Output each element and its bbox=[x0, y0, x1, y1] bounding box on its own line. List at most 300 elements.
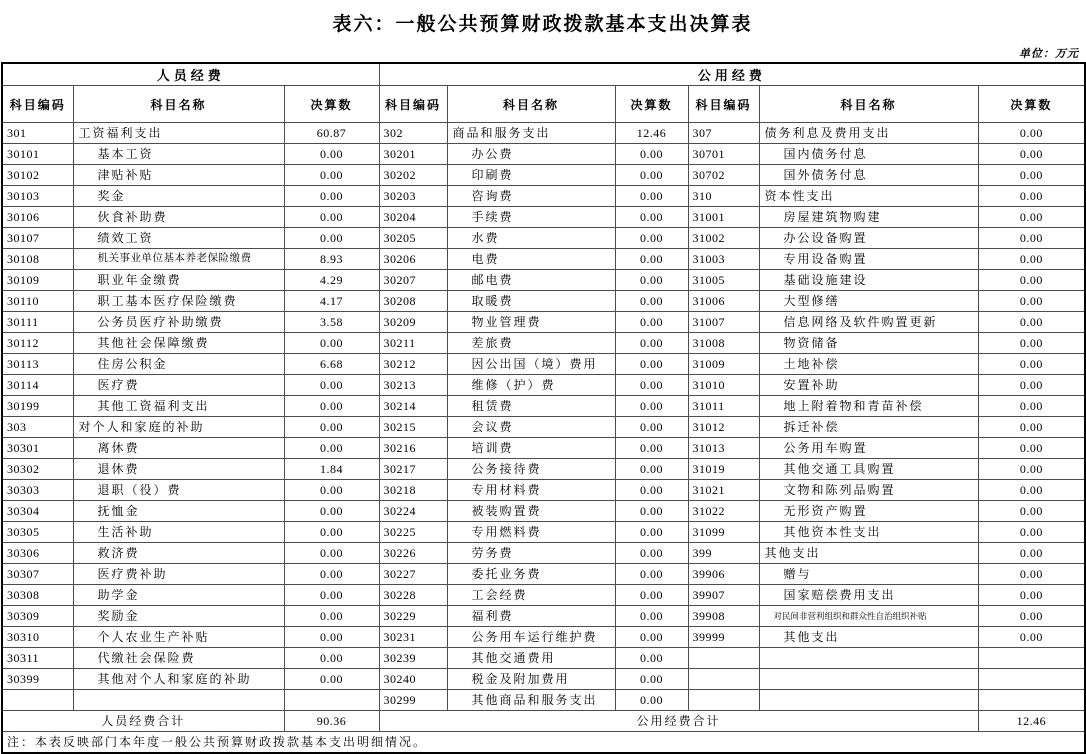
subject-name-cell: 电费 bbox=[447, 249, 615, 270]
table-row bbox=[2, 354, 1085, 375]
subject-code-cell: 30205 bbox=[379, 228, 447, 249]
value-cell: 0.00 bbox=[284, 186, 379, 207]
subject-code-cell: 30225 bbox=[379, 522, 447, 543]
subject-code-cell: 30207 bbox=[379, 270, 447, 291]
subject-code-cell: 31011 bbox=[688, 396, 759, 417]
subject-name-cell: 公务接待费 bbox=[447, 459, 615, 480]
subject-code-cell: 31009 bbox=[688, 354, 759, 375]
subject-name-cell: 医疗费补助 bbox=[73, 564, 284, 585]
table-row bbox=[2, 648, 1085, 669]
value-cell: 0.00 bbox=[284, 375, 379, 396]
subject-name-cell: 离休费 bbox=[73, 438, 284, 459]
value-cell: 0.00 bbox=[615, 165, 688, 186]
value-cell: 0.00 bbox=[615, 333, 688, 354]
value-cell: 0.00 bbox=[978, 480, 1085, 501]
subject-code-cell: 30228 bbox=[379, 585, 447, 606]
value-cell: 0.00 bbox=[284, 144, 379, 165]
subject-name-cell: 医疗费 bbox=[73, 375, 284, 396]
subject-code-cell: 31021 bbox=[688, 480, 759, 501]
col-header-subject-name: 科目名称 bbox=[73, 86, 284, 123]
subject-code-cell: 30227 bbox=[379, 564, 447, 585]
subject-code-cell: 30310 bbox=[2, 627, 73, 648]
value-cell: 0.00 bbox=[615, 249, 688, 270]
subject-name-cell bbox=[73, 690, 284, 711]
value-cell: 1.84 bbox=[284, 459, 379, 480]
value-cell: 0.00 bbox=[978, 207, 1085, 228]
subject-code-cell bbox=[688, 690, 759, 711]
subject-name-cell: 差旅费 bbox=[447, 333, 615, 354]
subject-code-cell: 31002 bbox=[688, 228, 759, 249]
subject-name-cell: 无形资产购置 bbox=[759, 501, 978, 522]
unit-label: 单位：万元 bbox=[1019, 48, 1079, 60]
subject-name-cell: 咨询费 bbox=[447, 186, 615, 207]
subject-code-cell: 30701 bbox=[688, 144, 759, 165]
subject-name-cell: 委托业务费 bbox=[447, 564, 615, 585]
table-row bbox=[2, 333, 1085, 354]
value-cell: 0.00 bbox=[615, 354, 688, 375]
subject-name-cell: 其他支出 bbox=[759, 543, 978, 564]
value-cell: 0.00 bbox=[978, 186, 1085, 207]
group-header-personnel: 人员经费 bbox=[2, 63, 379, 86]
subject-code-cell: 30311 bbox=[2, 648, 73, 669]
subject-name-cell: 其他交通费用 bbox=[447, 648, 615, 669]
value-cell: 3.58 bbox=[284, 312, 379, 333]
value-cell: 0.00 bbox=[615, 585, 688, 606]
personnel-total-label: 人员经费合计 bbox=[2, 711, 284, 732]
subject-name-cell: 奖励金 bbox=[73, 606, 284, 627]
subject-code-cell: 30106 bbox=[2, 207, 73, 228]
table-row bbox=[2, 501, 1085, 522]
table-foot bbox=[2, 711, 1085, 754]
subject-code-cell: 30114 bbox=[2, 375, 73, 396]
subject-code-cell: 30113 bbox=[2, 354, 73, 375]
table-row bbox=[2, 438, 1085, 459]
value-cell: 0.00 bbox=[284, 438, 379, 459]
subject-code-cell: 30239 bbox=[379, 648, 447, 669]
value-cell: 0.00 bbox=[978, 396, 1085, 417]
subject-name-cell: 国内债务付息 bbox=[759, 144, 978, 165]
subject-code-cell: 30209 bbox=[379, 312, 447, 333]
subject-code-cell: 30211 bbox=[379, 333, 447, 354]
subject-code-cell: 30218 bbox=[379, 480, 447, 501]
subject-code-cell: 30102 bbox=[2, 165, 73, 186]
subject-code-cell: 39907 bbox=[688, 585, 759, 606]
subject-name-cell: 办公设备购置 bbox=[759, 228, 978, 249]
subject-name-cell: 培训费 bbox=[447, 438, 615, 459]
subject-code-cell bbox=[688, 669, 759, 690]
subject-name-cell: 劳务费 bbox=[447, 543, 615, 564]
note-row bbox=[2, 732, 1085, 754]
value-cell bbox=[978, 669, 1085, 690]
subject-code-cell: 30231 bbox=[379, 627, 447, 648]
group-header-row bbox=[2, 63, 1085, 86]
col-header-final-amount: 决算数 bbox=[978, 86, 1085, 123]
value-cell: 8.93 bbox=[284, 249, 379, 270]
subject-name-cell: 奖金 bbox=[73, 186, 284, 207]
subject-code-cell: 31003 bbox=[688, 249, 759, 270]
subject-name-cell: 被装购置费 bbox=[447, 501, 615, 522]
subject-name-cell: 伙食补助费 bbox=[73, 207, 284, 228]
subject-name-cell: 助学金 bbox=[73, 585, 284, 606]
value-cell: 0.00 bbox=[978, 417, 1085, 438]
table-row bbox=[2, 459, 1085, 480]
subject-code-cell: 30203 bbox=[379, 186, 447, 207]
subject-name-cell: 国外债务付息 bbox=[759, 165, 978, 186]
value-cell: 0.00 bbox=[978, 354, 1085, 375]
value-cell: 0.00 bbox=[615, 375, 688, 396]
value-cell: 0.00 bbox=[615, 522, 688, 543]
value-cell: 0.00 bbox=[615, 627, 688, 648]
value-cell: 0.00 bbox=[978, 375, 1085, 396]
table-row bbox=[2, 291, 1085, 312]
subject-name-cell: 因公出国（境）费用 bbox=[447, 354, 615, 375]
value-cell: 0.00 bbox=[284, 648, 379, 669]
subject-code-cell: 30109 bbox=[2, 270, 73, 291]
subject-name-cell: 资本性支出 bbox=[759, 186, 978, 207]
subject-name-cell: 职工基本医疗保险缴费 bbox=[73, 291, 284, 312]
subject-code-cell: 30240 bbox=[379, 669, 447, 690]
value-cell: 0.00 bbox=[978, 627, 1085, 648]
subject-code-cell: 30308 bbox=[2, 585, 73, 606]
table-row bbox=[2, 270, 1085, 291]
value-cell: 0.00 bbox=[978, 312, 1085, 333]
subject-name-cell: 其他社会保障缴费 bbox=[73, 333, 284, 354]
subject-name-cell: 拆迁补偿 bbox=[759, 417, 978, 438]
subject-code-cell: 30299 bbox=[379, 690, 447, 711]
value-cell: 0.00 bbox=[615, 690, 688, 711]
subject-name-cell: 办公费 bbox=[447, 144, 615, 165]
value-cell: 0.00 bbox=[978, 165, 1085, 186]
subject-code-cell: 39999 bbox=[688, 627, 759, 648]
value-cell: 0.00 bbox=[615, 564, 688, 585]
value-cell: 4.17 bbox=[284, 291, 379, 312]
subject-name-cell: 其他商品和服务支出 bbox=[447, 690, 615, 711]
subject-code-cell: 30307 bbox=[2, 564, 73, 585]
value-cell: 0.00 bbox=[615, 291, 688, 312]
subject-name-cell: 工资福利支出 bbox=[73, 123, 284, 144]
subject-code-cell: 30226 bbox=[379, 543, 447, 564]
subject-name-cell bbox=[759, 690, 978, 711]
subject-name-cell: 退职（役）费 bbox=[73, 480, 284, 501]
subject-code-cell: 31005 bbox=[688, 270, 759, 291]
value-cell: 0.00 bbox=[284, 627, 379, 648]
value-cell: 60.87 bbox=[284, 123, 379, 144]
value-cell: 0.00 bbox=[615, 396, 688, 417]
value-cell: 0.00 bbox=[284, 333, 379, 354]
subject-name-cell: 其他资本性支出 bbox=[759, 522, 978, 543]
subject-name-cell: 商品和服务支出 bbox=[447, 123, 615, 144]
table-row bbox=[2, 669, 1085, 690]
value-cell: 0.00 bbox=[978, 291, 1085, 312]
value-cell: 0.00 bbox=[284, 522, 379, 543]
subject-code-cell: 30301 bbox=[2, 438, 73, 459]
subject-name-cell: 租赁费 bbox=[447, 396, 615, 417]
subject-code-cell: 30202 bbox=[379, 165, 447, 186]
subject-code-cell: 30229 bbox=[379, 606, 447, 627]
value-cell: 0.00 bbox=[284, 207, 379, 228]
subject-code-cell: 30702 bbox=[688, 165, 759, 186]
value-cell: 0.00 bbox=[978, 606, 1085, 627]
table-row bbox=[2, 543, 1085, 564]
subject-name-cell: 专用燃料费 bbox=[447, 522, 615, 543]
subject-code-cell: 301 bbox=[2, 123, 73, 144]
value-cell: 0.00 bbox=[978, 459, 1085, 480]
subject-name-cell: 国家赔偿费用支出 bbox=[759, 585, 978, 606]
subject-name-cell: 物资储备 bbox=[759, 333, 978, 354]
value-cell: 4.29 bbox=[284, 270, 379, 291]
table-row bbox=[2, 627, 1085, 648]
col-header-subject-name: 科目名称 bbox=[759, 86, 978, 123]
value-cell: 0.00 bbox=[284, 480, 379, 501]
subject-name-cell: 机关事业单位基本养老保险缴费 bbox=[73, 249, 284, 270]
subject-code-cell bbox=[2, 690, 73, 711]
subject-name-cell: 其他工资福利支出 bbox=[73, 396, 284, 417]
subject-code-cell: 30304 bbox=[2, 501, 73, 522]
table-row bbox=[2, 249, 1085, 270]
subject-code-cell: 31007 bbox=[688, 312, 759, 333]
col-header-final-amount: 决算数 bbox=[284, 86, 379, 123]
subject-name-cell: 手续费 bbox=[447, 207, 615, 228]
subject-name-cell: 印刷费 bbox=[447, 165, 615, 186]
col-header-final-amount: 决算数 bbox=[615, 86, 688, 123]
subject-code-cell: 30108 bbox=[2, 249, 73, 270]
subject-name-cell: 个人农业生产补贴 bbox=[73, 627, 284, 648]
table-row bbox=[2, 480, 1085, 501]
personnel-total-value: 90.36 bbox=[284, 711, 379, 732]
value-cell: 0.00 bbox=[284, 417, 379, 438]
subject-name-cell: 大型修缮 bbox=[759, 291, 978, 312]
subject-name-cell: 土地补偿 bbox=[759, 354, 978, 375]
subject-name-cell bbox=[759, 669, 978, 690]
subject-code-cell: 30213 bbox=[379, 375, 447, 396]
subject-code-cell: 30303 bbox=[2, 480, 73, 501]
subject-code-cell: 30111 bbox=[2, 312, 73, 333]
col-header-subject-code: 科目编码 bbox=[379, 86, 447, 123]
value-cell: 0.00 bbox=[284, 543, 379, 564]
subject-name-cell: 地上附着物和青苗补偿 bbox=[759, 396, 978, 417]
value-cell: 0.00 bbox=[978, 522, 1085, 543]
subject-code-cell: 30204 bbox=[379, 207, 447, 228]
table-row bbox=[2, 606, 1085, 627]
table-row bbox=[2, 564, 1085, 585]
value-cell bbox=[978, 690, 1085, 711]
value-cell: 0.00 bbox=[978, 564, 1085, 585]
table-row bbox=[2, 522, 1085, 543]
subject-name-cell: 住房公积金 bbox=[73, 354, 284, 375]
subject-name-cell: 福利费 bbox=[447, 606, 615, 627]
table-row bbox=[2, 165, 1085, 186]
subject-name-cell: 其他支出 bbox=[759, 627, 978, 648]
subject-name-cell: 代缴社会保险费 bbox=[73, 648, 284, 669]
subject-code-cell: 31001 bbox=[688, 207, 759, 228]
value-cell: 0.00 bbox=[978, 501, 1085, 522]
expenditure-table bbox=[1, 62, 1086, 754]
subject-name-cell: 其他对个人和家庭的补助 bbox=[73, 669, 284, 690]
subject-code-cell: 30199 bbox=[2, 396, 73, 417]
value-cell: 12.46 bbox=[615, 123, 688, 144]
value-cell: 0.00 bbox=[615, 438, 688, 459]
subject-code-cell: 30224 bbox=[379, 501, 447, 522]
subject-name-cell: 赠与 bbox=[759, 564, 978, 585]
column-header-row bbox=[2, 86, 1085, 123]
value-cell: 0.00 bbox=[615, 144, 688, 165]
subject-code-cell: 30214 bbox=[379, 396, 447, 417]
subject-name-cell: 职业年金缴费 bbox=[73, 270, 284, 291]
subject-code-cell: 31022 bbox=[688, 501, 759, 522]
subject-name-cell: 维修（护）费 bbox=[447, 375, 615, 396]
subject-code-cell: 30208 bbox=[379, 291, 447, 312]
subject-name-cell: 物业管理费 bbox=[447, 312, 615, 333]
table-row bbox=[2, 585, 1085, 606]
value-cell: 6.68 bbox=[284, 354, 379, 375]
totals-row bbox=[2, 711, 1085, 732]
subject-code-cell bbox=[688, 648, 759, 669]
value-cell: 0.00 bbox=[284, 606, 379, 627]
subject-code-cell: 31010 bbox=[688, 375, 759, 396]
value-cell: 0.00 bbox=[978, 270, 1085, 291]
subject-code-cell: 302 bbox=[379, 123, 447, 144]
value-cell: 0.00 bbox=[615, 270, 688, 291]
value-cell: 0.00 bbox=[615, 228, 688, 249]
subject-name-cell: 公务员医疗补助缴费 bbox=[73, 312, 284, 333]
table-row bbox=[2, 228, 1085, 249]
col-header-subject-code: 科目编码 bbox=[2, 86, 73, 123]
subject-name-cell: 对民间非营利组织和群众性自治组织补贴 bbox=[759, 606, 978, 627]
value-cell: 0.00 bbox=[978, 543, 1085, 564]
table-row bbox=[2, 417, 1085, 438]
subject-name-cell: 生活补助 bbox=[73, 522, 284, 543]
table-row bbox=[2, 144, 1085, 165]
subject-name-cell: 救济费 bbox=[73, 543, 284, 564]
value-cell: 0.00 bbox=[284, 585, 379, 606]
col-header-subject-name: 科目名称 bbox=[447, 86, 615, 123]
subject-name-cell: 邮电费 bbox=[447, 270, 615, 291]
subject-name-cell: 公务用车运行维护费 bbox=[447, 627, 615, 648]
subject-code-cell: 31099 bbox=[688, 522, 759, 543]
table-note: 注：本表反映部门本年度一般公共预算财政拨款基本支出明细情况。 bbox=[2, 732, 1085, 754]
value-cell: 0.00 bbox=[615, 186, 688, 207]
subject-name-cell: 水费 bbox=[447, 228, 615, 249]
subject-code-cell: 30110 bbox=[2, 291, 73, 312]
subject-code-cell: 39908 bbox=[688, 606, 759, 627]
value-cell: 0.00 bbox=[978, 585, 1085, 606]
value-cell: 0.00 bbox=[615, 543, 688, 564]
table-row bbox=[2, 186, 1085, 207]
value-cell: 0.00 bbox=[284, 228, 379, 249]
page-title: 表六：一般公共预算财政拨款基本支出决算表 bbox=[332, 14, 753, 35]
value-cell: 0.00 bbox=[615, 480, 688, 501]
subject-code-cell: 30103 bbox=[2, 186, 73, 207]
table-row bbox=[2, 123, 1085, 144]
value-cell: 0.00 bbox=[284, 564, 379, 585]
table-row bbox=[2, 312, 1085, 333]
value-cell: 0.00 bbox=[978, 249, 1085, 270]
col-header-subject-code: 科目编码 bbox=[688, 86, 759, 123]
subject-name-cell: 津贴补贴 bbox=[73, 165, 284, 186]
subject-name-cell: 会议费 bbox=[447, 417, 615, 438]
value-cell: 0.00 bbox=[615, 669, 688, 690]
subject-code-cell: 30306 bbox=[2, 543, 73, 564]
value-cell: 0.00 bbox=[615, 501, 688, 522]
value-cell bbox=[284, 690, 379, 711]
table-row bbox=[2, 375, 1085, 396]
group-header-public: 公用经费 bbox=[379, 63, 1085, 86]
subject-code-cell: 30215 bbox=[379, 417, 447, 438]
subject-code-cell: 30112 bbox=[2, 333, 73, 354]
subject-code-cell: 30305 bbox=[2, 522, 73, 543]
value-cell: 0.00 bbox=[978, 228, 1085, 249]
subject-code-cell: 30212 bbox=[379, 354, 447, 375]
public-total-value: 12.46 bbox=[978, 711, 1085, 732]
value-cell: 0.00 bbox=[978, 333, 1085, 354]
subject-code-cell: 30217 bbox=[379, 459, 447, 480]
subject-code-cell: 310 bbox=[688, 186, 759, 207]
subject-name-cell: 专用设备购置 bbox=[759, 249, 978, 270]
public-total-label: 公用经费合计 bbox=[379, 711, 978, 732]
value-cell: 0.00 bbox=[284, 165, 379, 186]
subject-code-cell: 30309 bbox=[2, 606, 73, 627]
subject-name-cell: 文物和陈列品购置 bbox=[759, 480, 978, 501]
subject-code-cell: 39906 bbox=[688, 564, 759, 585]
subject-code-cell: 303 bbox=[2, 417, 73, 438]
subject-code-cell: 31006 bbox=[688, 291, 759, 312]
subject-name-cell: 安置补助 bbox=[759, 375, 978, 396]
subject-code-cell: 307 bbox=[688, 123, 759, 144]
subject-name-cell: 基本工资 bbox=[73, 144, 284, 165]
value-cell: 0.00 bbox=[615, 417, 688, 438]
subject-name-cell: 房屋建筑物购建 bbox=[759, 207, 978, 228]
subject-code-cell: 30201 bbox=[379, 144, 447, 165]
value-cell: 0.00 bbox=[615, 207, 688, 228]
subject-name-cell: 税金及附加费用 bbox=[447, 669, 615, 690]
subject-name-cell: 对个人和家庭的补助 bbox=[73, 417, 284, 438]
value-cell: 0.00 bbox=[615, 459, 688, 480]
subject-name-cell: 公务用车购置 bbox=[759, 438, 978, 459]
value-cell: 0.00 bbox=[978, 144, 1085, 165]
table-row bbox=[2, 690, 1085, 711]
value-cell: 0.00 bbox=[284, 501, 379, 522]
value-cell: 0.00 bbox=[284, 396, 379, 417]
subject-name-cell: 退休费 bbox=[73, 459, 284, 480]
subject-name-cell: 债务利息及费用支出 bbox=[759, 123, 978, 144]
value-cell: 0.00 bbox=[615, 606, 688, 627]
value-cell: 0.00 bbox=[284, 669, 379, 690]
subject-code-cell: 31012 bbox=[688, 417, 759, 438]
value-cell bbox=[978, 648, 1085, 669]
subject-code-cell: 30216 bbox=[379, 438, 447, 459]
subject-code-cell: 30107 bbox=[2, 228, 73, 249]
value-cell: 0.00 bbox=[978, 438, 1085, 459]
subject-code-cell: 30101 bbox=[2, 144, 73, 165]
subject-code-cell: 30399 bbox=[2, 669, 73, 690]
table-head bbox=[2, 63, 1085, 123]
subject-code-cell: 31019 bbox=[688, 459, 759, 480]
subject-name-cell bbox=[759, 648, 978, 669]
subject-name-cell: 信息网络及软件购置更新 bbox=[759, 312, 978, 333]
table-row bbox=[2, 207, 1085, 228]
subject-name-cell: 专用材料费 bbox=[447, 480, 615, 501]
subject-code-cell: 30302 bbox=[2, 459, 73, 480]
subject-name-cell: 工会经费 bbox=[447, 585, 615, 606]
subject-code-cell: 31013 bbox=[688, 438, 759, 459]
value-cell: 0.00 bbox=[615, 648, 688, 669]
table-row bbox=[2, 396, 1085, 417]
table-body bbox=[2, 123, 1085, 711]
value-cell: 0.00 bbox=[978, 123, 1085, 144]
subject-name-cell: 其他交通工具购置 bbox=[759, 459, 978, 480]
value-cell: 0.00 bbox=[615, 312, 688, 333]
subject-name-cell: 绩效工资 bbox=[73, 228, 284, 249]
